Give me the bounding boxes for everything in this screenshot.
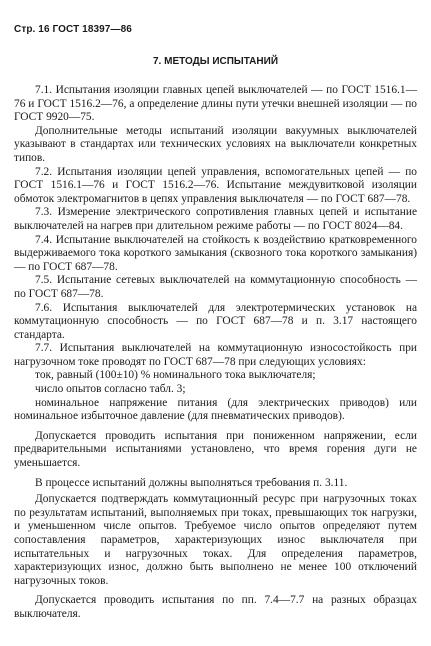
paragraph-7-1: 7.1. Испытания изоляции главных цепей выключателей — по ГОСТ 1516.1—76 и ГОСТ 1516.2—76, а определение длины пути утечки внешней изоляции — по ГОСТ 9920—75. bbox=[14, 84, 417, 124]
paragraph-7-6: 7.6. Испытания выключателей для электротермических установок на коммутационную способность — по ГОСТ 687—78 и п. 3.17 настоящего стандарта. bbox=[14, 301, 417, 341]
condition-current: ток, равный (100±10) % номинального тока выключателя; bbox=[35, 369, 316, 382]
running-head: Стр. 16 ГОСТ 18397—86 bbox=[14, 24, 132, 35]
paragraph-7-3: 7.3. Измерение электрического сопротивления главных цепей и испытание выключателей на нагрев при длительном режиме работы — по ГОСТ 8024—84. bbox=[14, 206, 417, 232]
section-body bbox=[14, 84, 417, 622]
condition-voltage: номинальное напряжение питания (для электрических приводов) или номинальное избыточное давление (для пневматических приводов). bbox=[14, 396, 417, 423]
paragraph-7-5: 7.5. Испытание сетевых выключателей на коммутационную способность — по ГОСТ 687—78. bbox=[14, 274, 417, 300]
paragraph-7-4: 7.4. Испытание выключателей на стойкость к воздействию кратковременного выдерживаемого тока короткого замыкания (сквозного тока короткого замыкания) — по ГОСТ 687—78. bbox=[14, 233, 417, 273]
paragraph-7-2: 7.2. Испытания изоляции цепей управления, вспомогательных цепей — по ГОСТ 1516.1—76 и ГОСТ 1516.2—76. Испытание междувитковой изоляции обмоток электромагнитов в цепях управления выключателя — по ГОСТ 687—78. bbox=[14, 165, 417, 205]
paragraph-resource-confirmation: Допускается подтверждать коммутационный ресурс при нагрузочных токах по результатам испытаний, выполняемых при токах, превышающих ток нагрузки, и уменьшенном числе опытов. Требуемое число опытов определяют путем сопоставления параметров, характеризующих износ выключателя при испытательных и нагрузочных токах. Для определения параметров, характеризующих износ, должно быть выполнено не менее 100 отключений нагрузочных токов. bbox=[14, 493, 417, 587]
paragraph-7-1-additional: Дополнительные методы испытаний изоляции вакуумных выключателей указывают в стандартах или технических условиях на выключатели конкретных типов. bbox=[14, 124, 417, 164]
paragraph-7-7: 7.7. Испытания выключателей на коммутационную износостойкость при нагрузочном токе проводят по ГОСТ 687—78 при следующих условиях: bbox=[14, 342, 417, 368]
section-title: 7. МЕТОДЫ ИСПЫТАНИЙ bbox=[153, 56, 278, 67]
condition-test-count: число опытов согласно табл. 3; bbox=[35, 383, 186, 396]
paragraph-different-samples: Допускается проводить испытания по пп. 7.4—7.7 на разных образцах выключателя. bbox=[14, 594, 417, 620]
paragraph-reduced-voltage: Допускается проводить испытания при пониженном напряжении, если предварительными испытаниями установлено, что время горения дуги не уменьшается. bbox=[14, 429, 417, 470]
paragraph-requirements: В процессе испытаний должны выполняться требования п. 3.11. bbox=[35, 476, 348, 489]
